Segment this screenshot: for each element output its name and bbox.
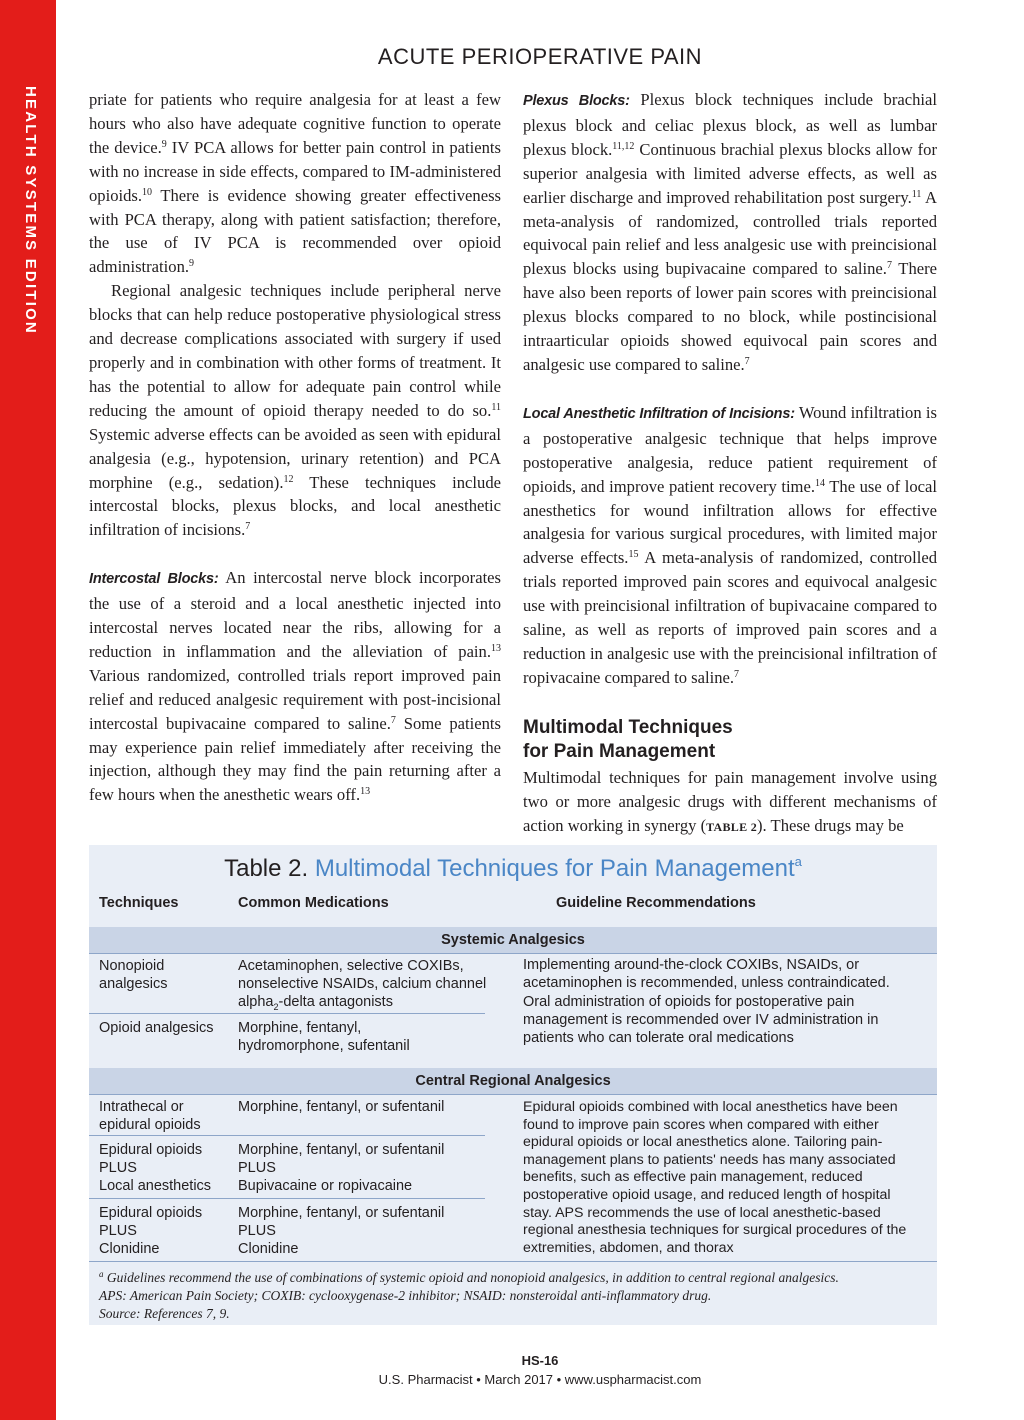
meds-epidural-local: Morphine, fentanyl, or sufentanil PLUS Bupivacaine or ropivacaine	[238, 1142, 445, 1194]
footer-line: U.S. Pharmacist • March 2017 • www.uspharmacist.com	[378, 1372, 702, 1387]
technique-opioid: Opioid analgesics	[99, 1020, 214, 1036]
table-title: Table 2. Multimodal Techniques for Pain Management$^a$	[224, 854, 802, 882]
right-column	[523, 88, 937, 839]
section-heading-multimodal: Multimodal Techniques for Pain Management	[523, 716, 733, 762]
subhead-intercostal: Intercostal Blocks:	[89, 571, 219, 588]
paragraph-local-infiltration: Local Anesthetic Infiltration of Incisions: Wound infiltration is a postoperative analgesic technique that helps improve postoperative analgesia, reduce patient requirement of opioids, and improve patient recovery time.$^{14}$ The use of local anesthetics for wound infiltration allows for effective analgesia for various surgical procedures, with limited major adverse effects.$^{15}$ A meta-analysis of randomized, controlled trials reported improved pain scores and equivocal analgesic use with preincisional infiltration of bupivacaine compared to saline, as well as reports of improved pain scores and a reduction in analgesic use with the preincisional infiltration of ropivacaine compared to saline.$^7$	[523, 402, 937, 687]
meds-opioid: Morphine, fentanyl, hydromorphone, sufentanil	[238, 1020, 410, 1054]
paragraph-pca: priate for patients who require analgesia for at least a few hours who also have adequate cognitive function to operate the device.$^9$ IV PCA allows for better pain control in patients with no increase in side effects, compared to IM-administered opioids.$^{10}$ There is evidence showing greater effectiveness with PCA therapy, along with patient satisfaction; therefore, the use of IV PCA is recommended over opioid administration.$^9$	[89, 90, 502, 277]
meds-intrathecal: Morphine, fentanyl, or sufentanil	[238, 1099, 445, 1115]
technique-nonopioid: Nonopioid analgesics	[99, 958, 168, 992]
technique-epidural-clonidine: Epidural opioids PLUS Clonidine	[99, 1205, 203, 1257]
edition-label: HEALTH SYSTEMS EDITION	[22, 86, 39, 335]
table-footnote: $^a$ Guidelines recommend the use of combinations of systemic opioid and nonopioid analgesics, in addition to central regional analgesics. APS: American Pain Society; COXIB: cyclooxygenase-2 inhibitor; NSAID: nonsteroidal anti-inflammatory drug. Source: References 7, 9.	[99, 1269, 839, 1321]
page-number: HS-16	[521, 1353, 559, 1368]
technique-epidural-local: Epidural opioids PLUS Local anesthetics	[99, 1142, 212, 1194]
subhead-local-infiltration: Local Anesthetic Infiltration of Incisions:	[523, 405, 795, 422]
technique-intrathecal: Intrathecal or epidural opioids	[99, 1099, 201, 1133]
section-band-systemic: Systemic Analgesics	[89, 927, 937, 953]
guideline-systemic: Implementing around-the-clock COXIBs, NSAIDs, or acetaminophen is recommended, unless contraindicated. Oral administration of opioids for postoperative pain management is recommended over IV administration in patients who can tolerate oral medications	[523, 957, 890, 1047]
subhead-plexus: Plexus Blocks:	[523, 93, 630, 109]
header-techniques: Techniques	[99, 895, 179, 911]
running-head: ACUTE PERIOPERATIVE PAIN	[377, 44, 703, 69]
header-guideline-recommendations: Guideline Recommendations	[556, 895, 756, 911]
paragraph-intercostal: Intercostal Blocks: An intercostal nerve block incorporates the use of a steroid and a local anesthetic injected into intercostal nerves located near the ribs, allowing for a reduction in inflammation and the alleviation of pain.$^{13}$ Various randomized, controlled trials report improved pain relief and reduced analgesic requirement with post-incisional intercostal bupivacaine compared to saline.$^7$ Some patients may experience pain relief immediately after receiving the injection, although they may find the pain returning after a few hours when the anesthetic wears off.$^{13}$	[89, 568, 502, 805]
left-column	[89, 88, 501, 807]
meds-epidural-clonidine: Morphine, fentanyl, or sufentanil PLUS Clonidine	[238, 1205, 445, 1257]
header-common-medications: Common Medications	[238, 895, 389, 911]
paragraph-plexus: Plexus Blocks: Plexus block techniques include brachial plexus block and celiac plexus block, as well as lumbar plexus block.$^{11,12}$ Continuous brachial plexus blocks allow for superior analgesia with limited adverse effects, as well as earlier discharge and improved rehabilitation post surgery.$^{11}$ A meta-analysis of randomized, controlled trials reported equivocal pain relief and less analgesic use with preincisional plexus blocks using bupivacaine compared to saline.$^7$ There have also been reports of lower pain scores with preincisional plexus blocks compared to no block, while postincisional intraarticular opioids showed equivocal pain scores and analgesic use compared to saline.$^7$	[523, 90, 937, 374]
table-2	[89, 845, 937, 1325]
table-reference-link: TABLE 2	[706, 819, 758, 834]
sidebar-band	[0, 0, 56, 1420]
section-band-central: Central Regional Analgesics	[89, 1068, 937, 1094]
paragraph-regional: Regional analgesic techniques include peripheral nerve blocks that can help reduce postoperative physiological stress and decrease complications associated with surgery if used properly and in combination with other forms of treatment. It has the potential to allow for adequate pain control while reducing the amount of opioid therapy needed to do so.$^{11}$ Systemic adverse effects can be avoided as seen with epidural analgesia (e.g., hypotension, urinary retention) and PCA morphine (e.g., sedation).$^{12}$ These techniques include intercostal blocks, plexus blocks, and local anesthetic infiltration of incisions.$^7$	[89, 281, 501, 540]
paragraph-multimodal: Multimodal techniques for pain management involve using two or more analgesic drugs with different mechanisms of action working in synergy (TABLE 2). These drugs may be	[523, 767, 937, 835]
guideline-central: Epidural opioids combined with local anesthetics have been found to improve pain scores when compared with either epidural opioids or local anesthetics alone. Tailoring pain-management plans to patients' needs has many associated benefits, such as effective pain management, reduced postoperative opioid usage, and reduced length of hospital stay. APS recommends the use of local anesthetic-based regional anesthesia techniques for surgical procedures of the extremities, abdomen, and thorax	[523, 1099, 907, 1256]
meds-nonopioid: Acetaminophen, selective COXIBs, nonselective NSAIDs, calcium channel alpha$_2$-delta antagonists	[238, 958, 487, 1012]
